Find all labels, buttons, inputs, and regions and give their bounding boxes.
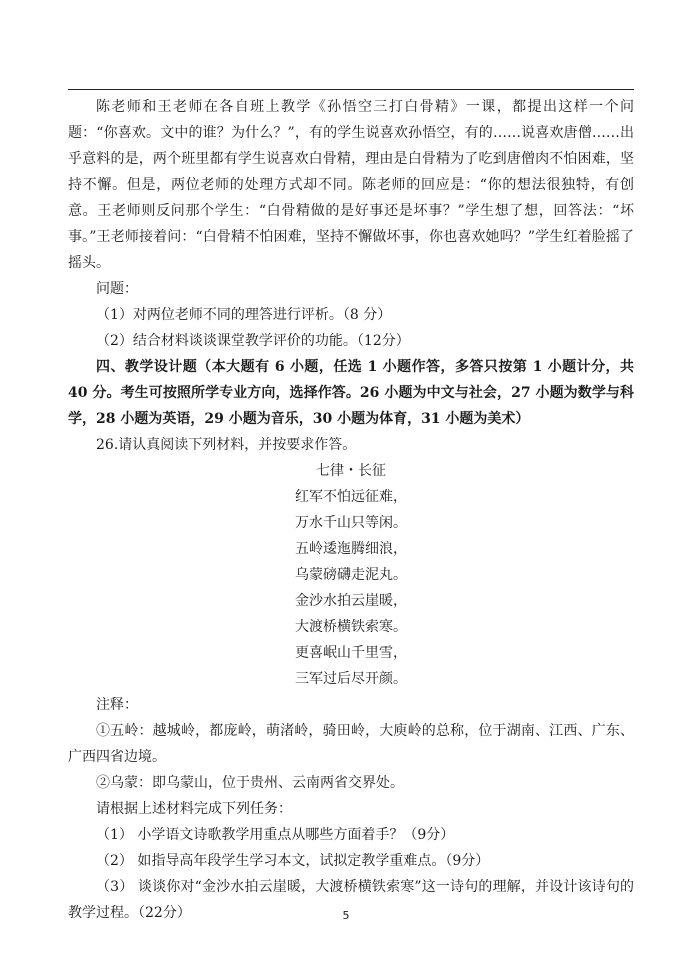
- task-2: （2） 如指导高年段学生学习本文，试拟定教学重难点。（9分）: [96, 853, 490, 869]
- task-1: （1） 小学语文诗歌教学用重点从哪些方面着手？（9分）: [96, 827, 455, 843]
- question-1: （1）对两位老师不同的理答进行评析。（8 分）: [96, 307, 392, 323]
- poem-line: 三军过后尽开颜。: [295, 671, 407, 687]
- poem-line: 大渡桥横铁索寒。: [295, 619, 407, 635]
- question-26-intro: 26.请认真阅读下列材料，并按要求作答。: [96, 437, 357, 453]
- question-2: （2）结合材料谈谈课堂教学评价的功能。（12分）: [96, 333, 410, 349]
- poem-line: 五岭逶迤腾细浪，: [295, 541, 407, 557]
- note-2: ②乌蒙：即乌蒙山，位于贵州、云南两省交界处。: [96, 775, 404, 791]
- task-3: （3） 谈谈你对“金沙水拍云崖暖，大渡桥横铁索寒”这一诗句的理解，并设计该诗句的教学过程。（22分）: [68, 879, 634, 921]
- section-heading: 四、教学设计题（本大题有 6 小题，任选 1 小题作答，多答只按第 1 小题计分，共 40 分。考生可按照所学专业方向，选择作答。26 小题为中文与社会，27 小题为数学与科学，28 小题为英语，29 小题为音乐，30 小题为体育，31 小题为美术）: [68, 359, 634, 427]
- note-1: ①五岭：越城岭，都庞岭，萌渚岭，骑田岭，大庾岭的总称，位于湖南、江西、广东、广西四省边境。: [68, 723, 634, 765]
- poem-title: 七律・长征: [316, 463, 386, 479]
- page-number: 5: [342, 909, 350, 922]
- poem: [68, 458, 634, 692]
- poem-line: 金沙水拍云崖暖，: [295, 593, 407, 609]
- question-label: 问题：: [96, 281, 138, 297]
- page-content: [68, 94, 634, 926]
- task-intro: 请根据上述材料完成下列任务：: [96, 801, 292, 817]
- poem-line: 更喜岷山千里雪，: [295, 645, 407, 661]
- poem-line: 红军不怕远征难，: [295, 489, 407, 505]
- poem-line: 万水千山只等闲。: [295, 515, 407, 531]
- header-rule: [68, 89, 634, 90]
- case-passage: 陈老师和王老师在各自班上教学《孙悟空三打白骨精》一课，都提出这样一个问题：“你喜欢。文中的谁？为什么？”，有的学生说喜欢孙悟空，有的……说喜欢唐僧……出乎意料的是，两个班里都有学生说喜欢白骨精，理由是白骨精为了吃到唐僧肉不怕困难，坚持不懈。但是，两位老师的处理方式却不同。陈老师的回应是：“你的想法很独特，有创意。王老师则反问那个学生：“白骨精做的是好事还是坏事？”学生想了想，回答法：“坏事。”王老师接着问：“白骨精不怕困难，坚持不懈做坏事，你也喜欢她吗？”学生红着脸摇了摇头。: [68, 99, 634, 271]
- poem-line: 乌蒙磅礴走泥丸。: [295, 567, 407, 583]
- notes-label: 注释：: [96, 697, 138, 713]
